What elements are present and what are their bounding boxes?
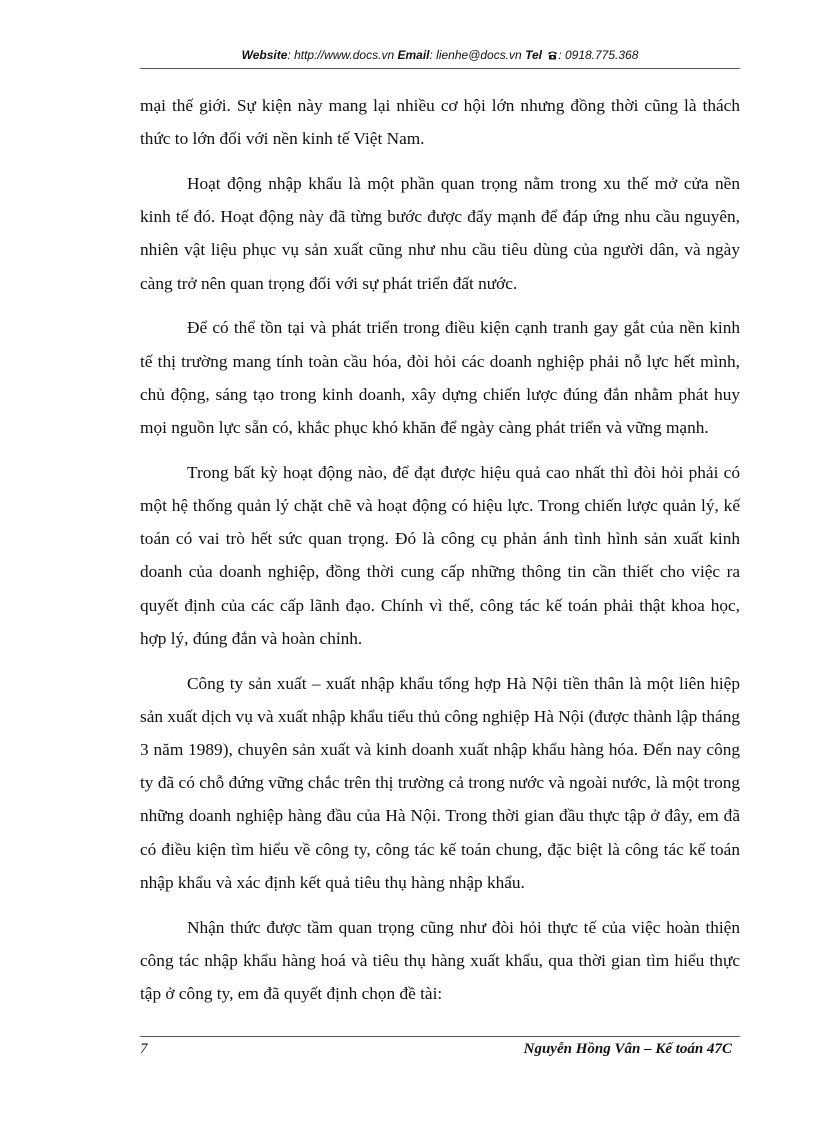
header-divider xyxy=(140,68,740,69)
paragraph: Hoạt động nhập khẩu là một phần quan trọng nằm trong xu thế mở cửa nền kinh tế đó. Hoạt động này đã từng bước được đẩy mạnh để đáp ứng nhu cầu nguyên, nhiên vật liệu phục vụ sản xuất cũng như nhu cầu tiêu dùng của người dân, và ngày càng trở nên quan trọng đối với sự phát triển đất nước. xyxy=(140,174,740,293)
website-value: : http://www.docs.vn xyxy=(287,48,395,62)
page-header xyxy=(140,47,740,63)
page-number: 7 xyxy=(140,1041,148,1057)
document-body xyxy=(140,89,740,1022)
email-value: : lienhe@docs.vn xyxy=(429,48,522,62)
tel-label: Tel xyxy=(525,48,542,62)
email-label: Email xyxy=(397,48,430,62)
paragraph: Để có thể tồn tại và phát triển trong điều kiện cạnh tranh gay gắt của nền kinh tế thị trường mang tính toàn cầu hóa, đòi hỏi các doanh nghiệp phải nỗ lực hết mình, chủ động, sáng tạo trong kinh doanh, xây dựng chiến lược đúng đắn nhằm phát huy mọi nguồn lực sẵn có, khắc phục khó khăn để ngày càng phát triển và vững mạnh. xyxy=(140,318,740,438)
tel-value: : 0918.775.368 xyxy=(558,48,639,62)
website-label: Website xyxy=(241,48,288,62)
footer-divider xyxy=(140,1036,740,1037)
paragraph: Công ty sản xuất – xuất nhập khẩu tổng hợp Hà Nội tiền thân là một liên hiệp sản xuất dịch vụ và xuất nhập khẩu tiểu thủ công nghiệp Hà Nội (được thành lập tháng 3 năm 1989), chuyên sản xuất và kinh doanh xuất nhập khẩu hàng hóa. Đến nay công ty đã có chỗ đứng vững chắc trên thị trường cả trong nước và ngoài nước, là một trong những doanh nghiệp hàng đầu của Hà Nội. Trong thời gian đầu thực tập ở đây, em đã có điều kiện tìm hiểu về công ty, công tác kế toán chung, đặc biệt là công tác kế toán nhập khẩu và xác định kết quả tiêu thụ hàng nhập khẩu. xyxy=(140,673,740,892)
paragraph: mại thế giới. Sự kiện này mang lại nhiều cơ hội lớn nhưng đồng thời cũng là thách thức to lớn đối với nền kinh tế Việt Nam. xyxy=(140,96,740,149)
paragraph: Nhận thức được tầm quan trọng cũng như đòi hỏi thực tế của việc hoàn thiện công tác nhập khẩu hàng hoá và tiêu thụ hàng xuất khẩu, qua thời gian tìm hiểu thực tập ở công ty, em đã quyết định chọn đề tài: xyxy=(140,917,740,1004)
paragraph: Trong bất kỳ hoạt động nào, để đạt được hiệu quả cao nhất thì đòi hỏi phải có một hệ thống quản lý chặt chẽ và hoạt động có hiệu lực. Trong chiến lược quản lý, kế toán có vai trò hết sức quan trọng. Đó là công cụ phản ánh tình hình sản xuất kinh doanh của doanh nghiệp, đồng thời cung cấp những thông tin cần thiết cho việc ra quyết định của các cấp lãnh đạo. Chính vì thế, công tác kế toán phải thật khoa học, hợp lý, đúng đắn và hoàn chỉnh. xyxy=(140,462,740,648)
phone-icon xyxy=(547,50,558,60)
footer-author: Nguyễn Hồng Vân – Kế toán 47C xyxy=(523,1041,732,1057)
